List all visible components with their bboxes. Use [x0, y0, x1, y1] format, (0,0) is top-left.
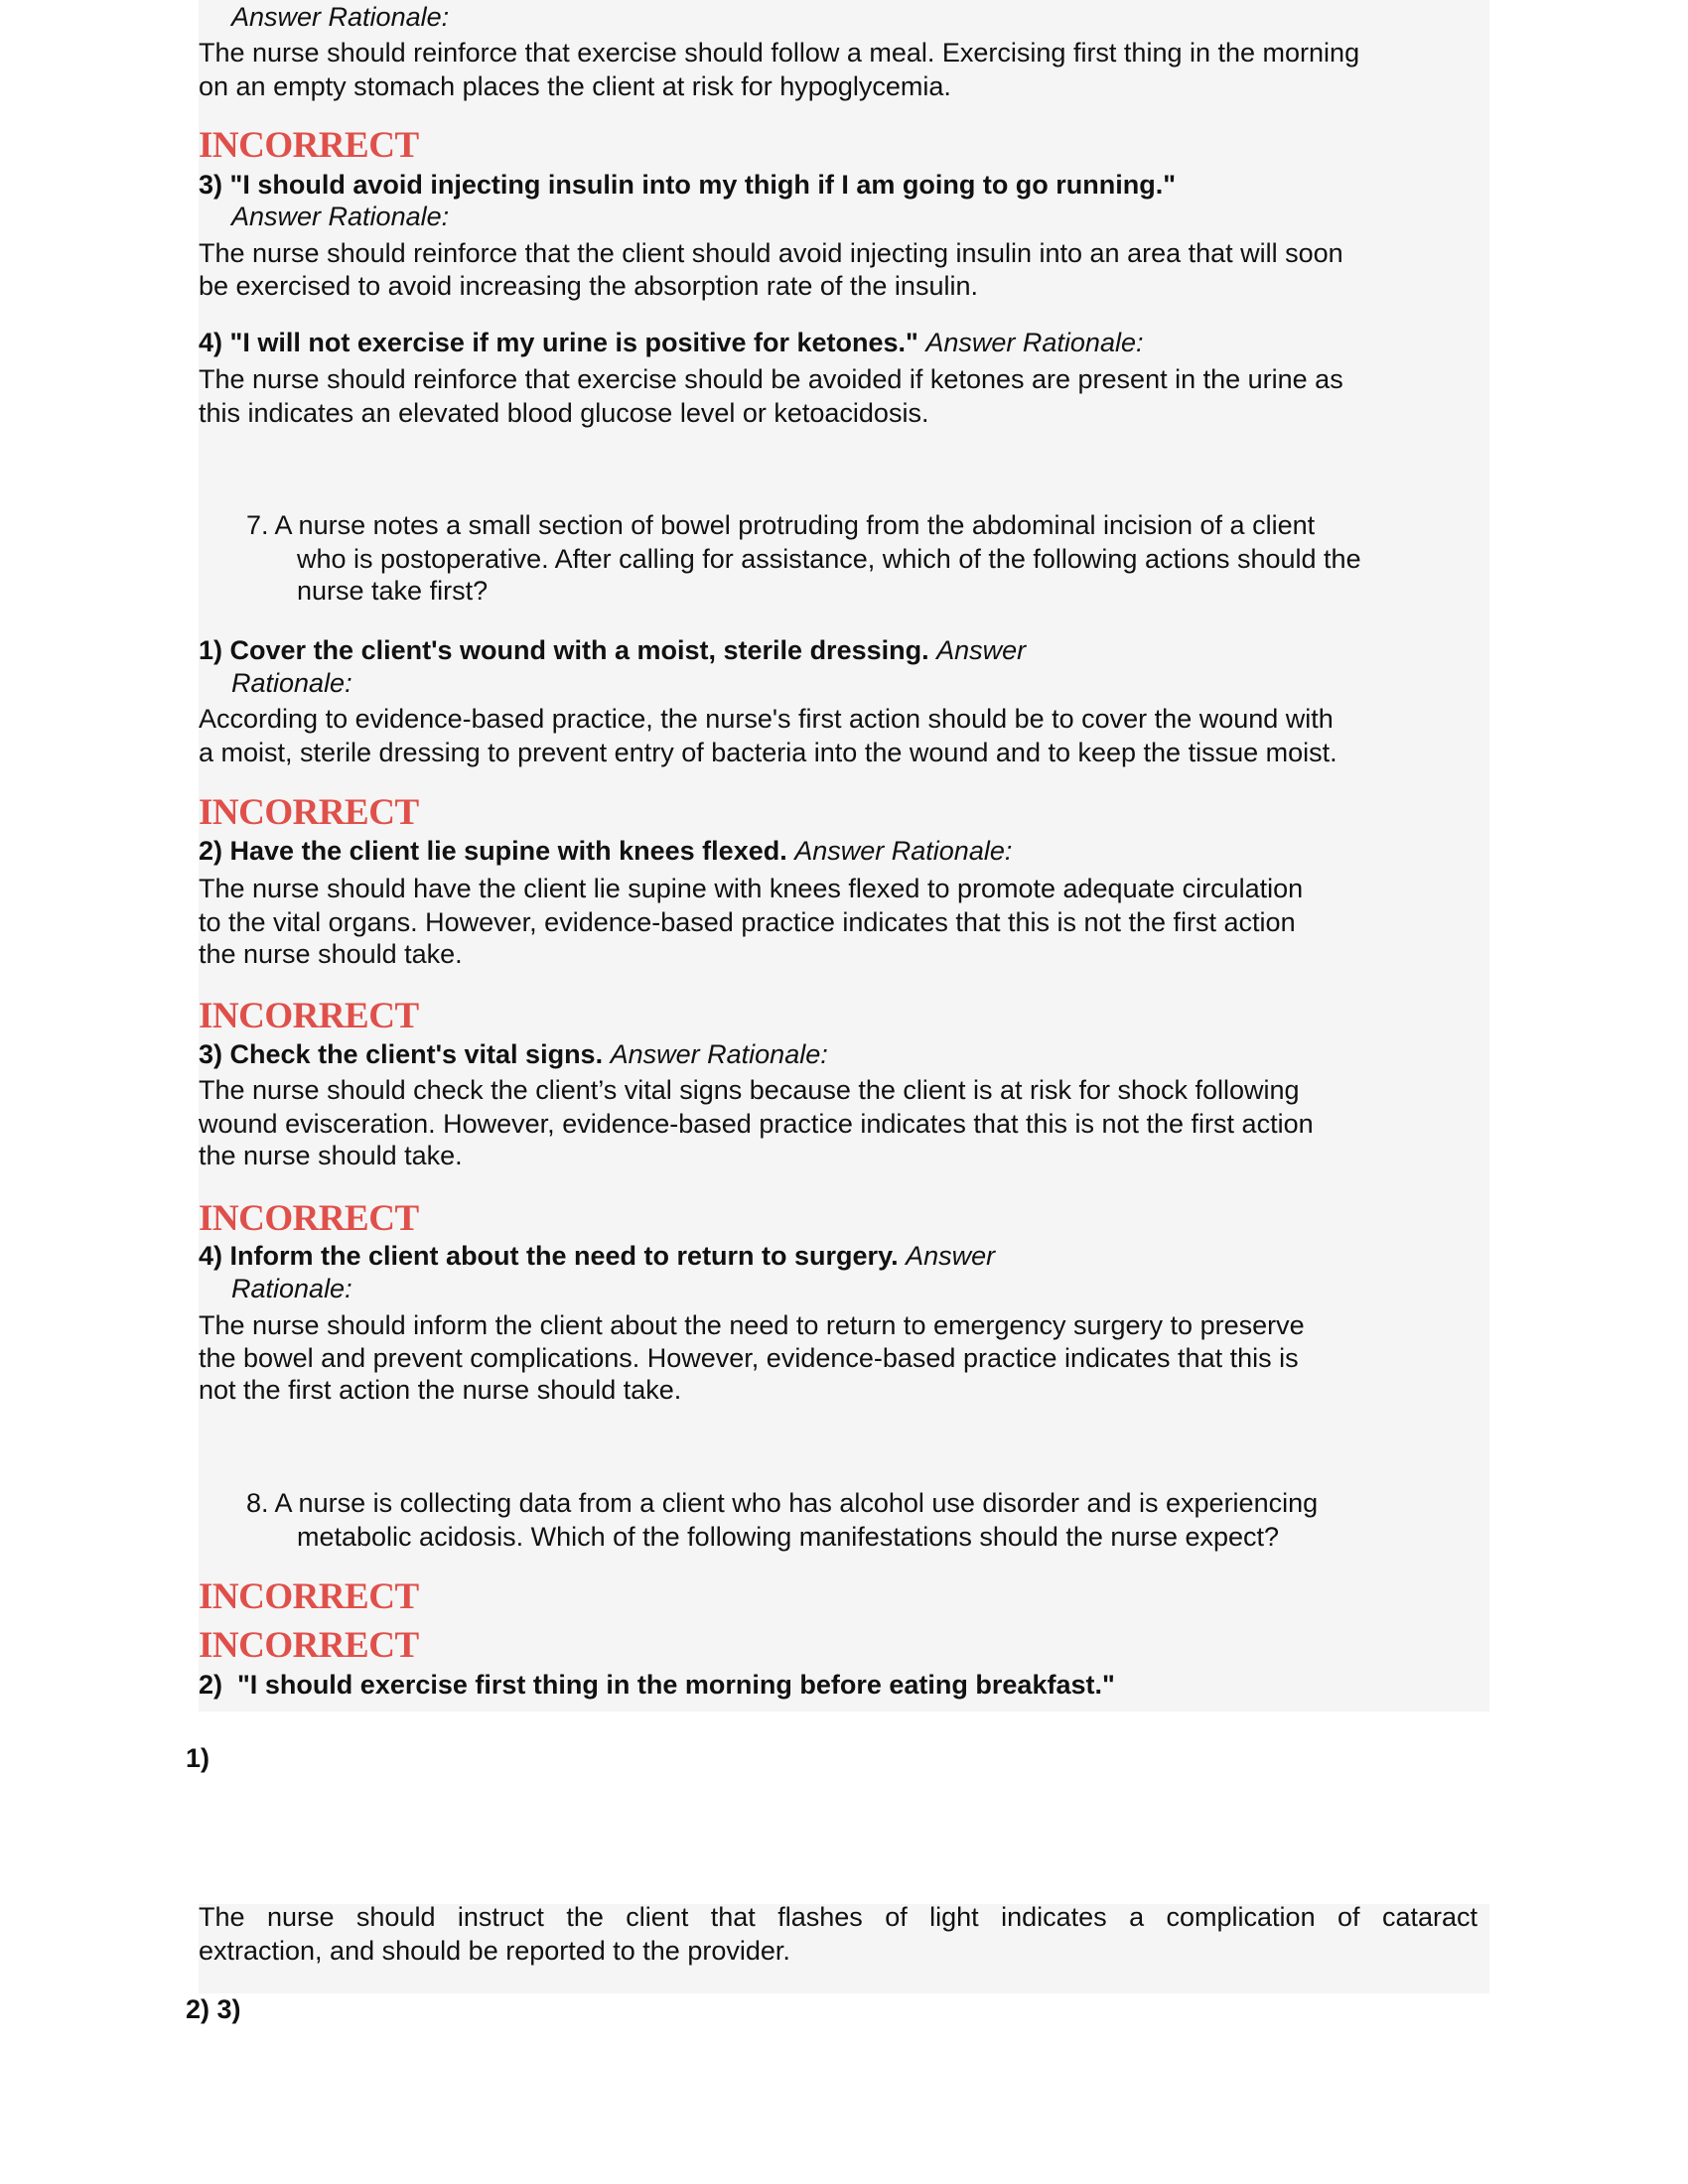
option-4 [199, 326, 1143, 359]
rationale-text: this indicates an elevated blood glucose level or ketoacidosis. [199, 398, 929, 428]
incorrect-label: INCORRECT [199, 1625, 419, 1666]
question-8-stem: 8. A nurse is collecting data from a client who has alcohol use disorder and is experiencing [246, 1488, 1319, 1518]
option-text: Have the client lie supine with knees flexed. [229, 836, 787, 866]
rationale-text: be exercised to avoid increasing the absorption rate of the insulin. [199, 271, 978, 301]
rationale-text: The nurse should reinforce that the client should avoid injecting insulin into an area that will soon [199, 238, 1343, 268]
rationale-text: The nurse should have the client lie supine with knees flexed to promote adequate circulation [199, 874, 1304, 903]
rationale-text: The nurse should instruct the client that flashes of light indicates a complication of cataract [199, 1902, 1477, 1932]
question-7-stem: who is postoperative. After calling for assistance, which of the following actions should the [297, 544, 1361, 574]
option-number: 4) [199, 1241, 223, 1271]
rationale-text: The nurse should check the client’s vital signs because the client is at risk for shock following [199, 1075, 1300, 1105]
incorrect-label: INCORRECT [199, 996, 419, 1036]
option-number: 1) [199, 635, 223, 665]
answer-label: Answer [906, 1241, 996, 1271]
rationale-text: the bowel and prevent complications. However, evidence-based practice indicates that this is [199, 1343, 1299, 1373]
option-4 [199, 1239, 995, 1273]
rationale-text: The nurse should reinforce that exercise should follow a meal. Exercising first thing in the morning [199, 38, 1360, 68]
rationale-text: wound evisceration. However, evidence-based practice indicates that this is not the first action [199, 1109, 1314, 1139]
rationale-text: not the first action the nurse should take. [199, 1375, 682, 1405]
option-text: Inform the client about the need to return to surgery. [229, 1241, 899, 1271]
rationale-label: Rationale: [231, 1274, 352, 1303]
option-3 [199, 168, 1176, 202]
rationale-text: According to evidence-based practice, the nurse's first action should be to cover the wound with [199, 704, 1334, 734]
option-2 [199, 834, 1012, 868]
question-7-stem: nurse take first? [297, 576, 489, 606]
rationale-text: The nurse should inform the client about the need to return to emergency surgery to preserve [199, 1310, 1305, 1340]
answer-rationale-label: Answer Rationale: [610, 1039, 828, 1069]
answer-rationale-label: Answer Rationale: [231, 2, 450, 32]
option-number: 4) [199, 328, 223, 357]
rationale-text: to the vital organs. However, evidence-based practice indicates that this is not the first action [199, 907, 1296, 937]
rationale-text: the nurse should take. [199, 939, 463, 969]
option-number: 2) [199, 836, 223, 866]
option-text: Cover the client's wound with a moist, sterile dressing. [229, 635, 929, 665]
rationale-label: Rationale: [231, 668, 352, 698]
option-text: "I will not exercise if my urine is positive for ketones." [229, 328, 918, 357]
rationale-text: a moist, sterile dressing to prevent entry of bacteria into the wound and to keep the tissue moist. [199, 738, 1337, 767]
answer-rationale-label: Answer Rationale: [794, 836, 1013, 866]
rationale-text: the nurse should take. [199, 1141, 463, 1170]
option-text: "I should avoid injecting insulin into my thigh if I am going to go running." [229, 170, 1177, 200]
option-3 [199, 1037, 828, 1071]
incorrect-label: INCORRECT [199, 792, 419, 833]
stray-option-2: 2) "I should exercise first thing in the morning before eating breakfast." [199, 1670, 1115, 1700]
option-number-1: 1) [186, 1743, 211, 1773]
answer-rationale-label: Answer Rationale: [231, 202, 450, 231]
question-7-stem: 7. A nurse notes a small section of bowel protruding from the abdominal incision of a client [246, 510, 1316, 540]
option-text: Check the client's vital signs. [229, 1039, 604, 1069]
incorrect-label: INCORRECT [199, 1576, 419, 1617]
answer-rationale-label: Answer Rationale: [925, 328, 1144, 357]
rationale-text: The nurse should reinforce that exercise should be avoided if ketones are present in the urine as [199, 364, 1343, 394]
option-number: 3) [199, 170, 223, 200]
option-1 [199, 633, 1026, 667]
rationale-text: on an empty stomach places the client at risk for hypoglycemia. [199, 71, 951, 101]
answer-label: Answer [936, 635, 1027, 665]
option-numbers-2-3: 2) 3) [186, 1994, 241, 2024]
question-8-stem: metabolic acidosis. Which of the following manifestations should the nurse expect? [297, 1522, 1280, 1552]
option-number: 3) [199, 1039, 223, 1069]
rationale-text: extraction, and should be reported to the provider. [199, 1936, 790, 1966]
incorrect-label: INCORRECT [199, 1198, 419, 1239]
incorrect-label: INCORRECT [199, 125, 419, 166]
